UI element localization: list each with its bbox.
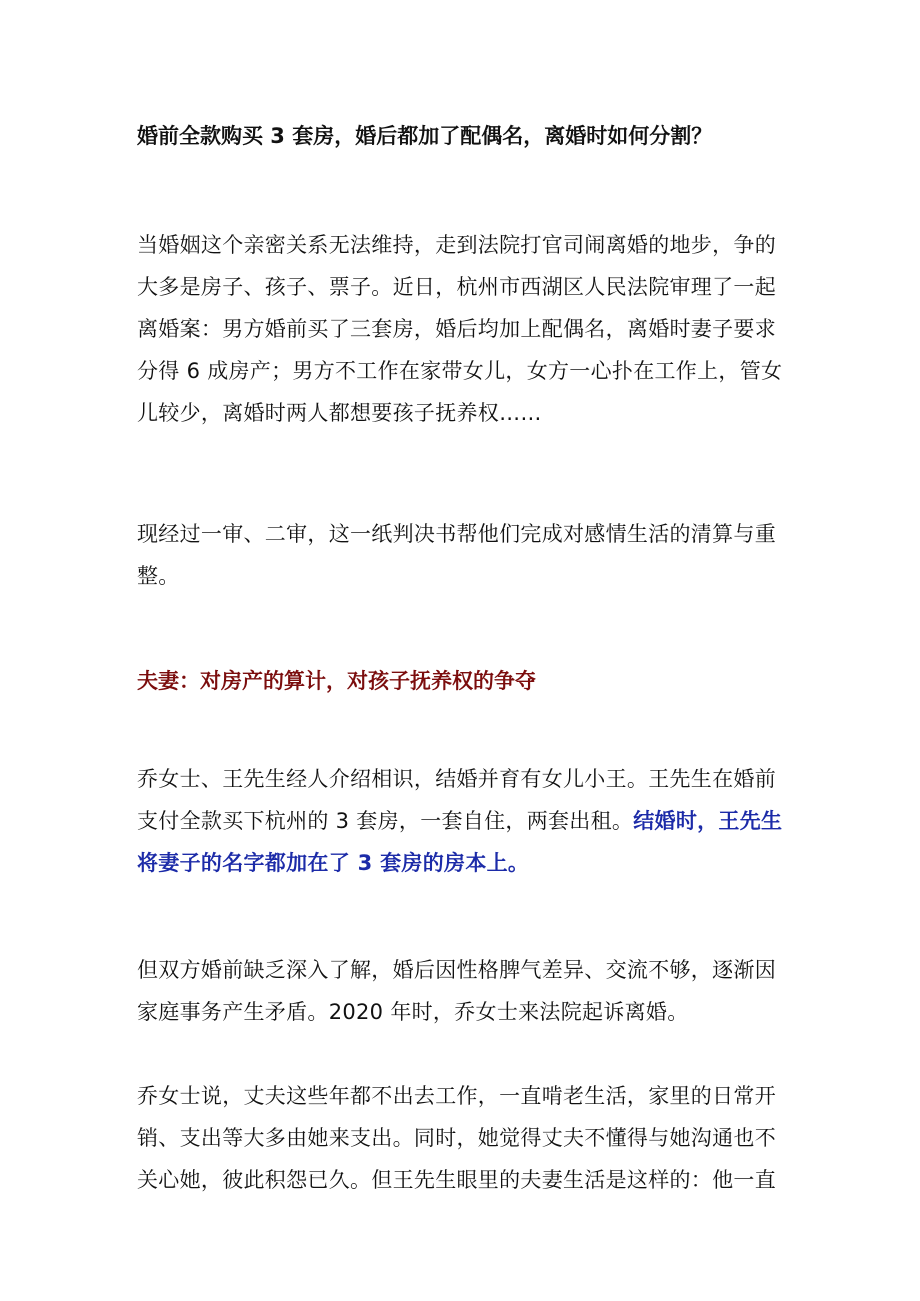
paragraph-conflict: 但双方婚前缺乏深入了解，婚后因性格脾气差异、交流不够，逐渐因家庭事务产生矛盾。2020 年时，乔女士来法院起诉离婚。 [137, 958, 776, 1024]
paragraph-wife-statement: 乔女士说，丈夫这些年都不出去工作，一直啃老生活，家里的日常开销、支出等大多由她来支出。同时，她觉得丈夫不懂得与她沟通也不关心她，彼此积怨已久。但王先生眼里的夫妻生活是这样的：他一直 [137, 1084, 776, 1192]
paragraph-background [137, 758, 797, 884]
paragraph-background-text: 乔女士、王先生经人介绍相识，结婚并育有女儿小王。王先生在婚前支付全款买下杭州的 3 套房，一套自住，两套出租。 [137, 767, 776, 833]
section-heading: 夫妻：对房产的算计，对孩子抚养权的争夺 [137, 669, 536, 693]
highlighted-text: 结婚时，王先生将妻子的名字都加在了 3 套房的房本上。 [137, 809, 783, 875]
paragraph-judgment: 现经过一审、二审，这一纸判决书帮他们完成对感情生活的清算与重整。 [137, 522, 776, 588]
article-title: 婚前全款购买 3 套房，婚后都加了配偶名，离婚时如何分割？ [137, 124, 713, 148]
paragraph-intro: 当婚姻这个亲密关系无法维持，走到法院打官司闹离婚的地步，争的大多是房子、孩子、票子。近日，杭州市西湖区人民法院审理了一起离婚案：男方婚前买了三套房，婚后均加上配偶名，离婚时妻子要求分得 6 成房产；男方不工作在家带女儿，女方一心扑在工作上，管女儿较少，离婚时两人都想要孩子抚养权…… [137, 233, 783, 425]
